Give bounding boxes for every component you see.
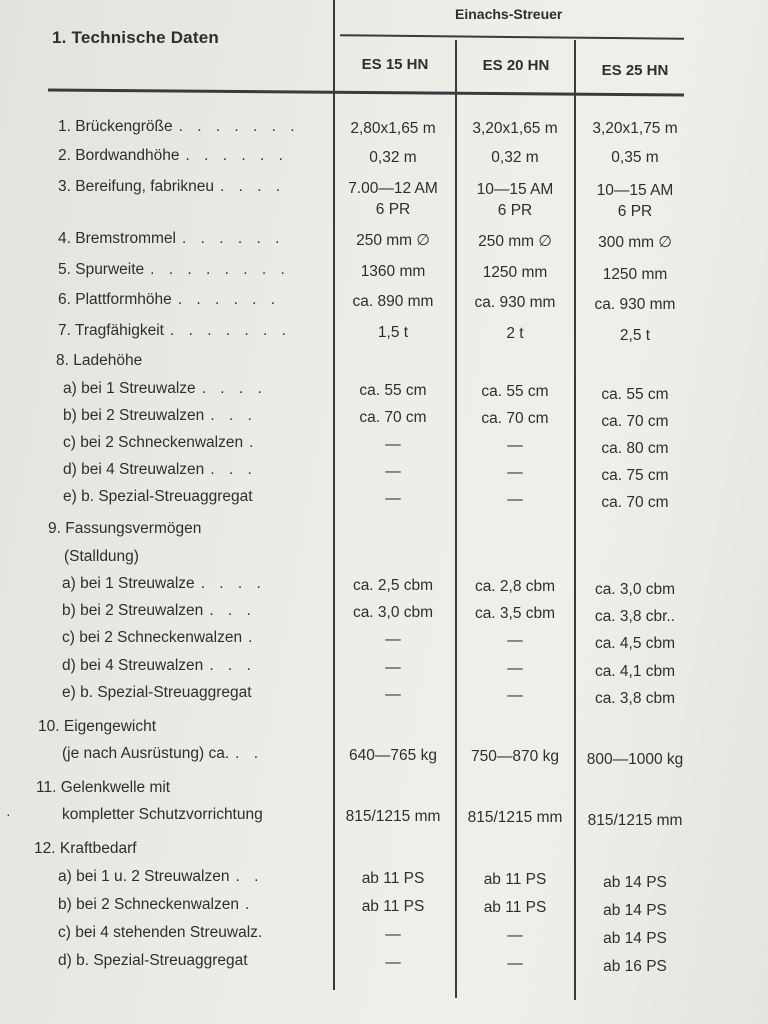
leader-dots: . . — [235, 745, 264, 762]
value-cell — [334, 322, 452, 343]
leader-dots: . . . — [209, 602, 256, 619]
value-text: ab 16 PS — [603, 958, 667, 975]
row-label — [58, 896, 254, 914]
value-text: ca. 930 mm — [474, 294, 556, 311]
row-label-text: 2. Bordwandhöhe — [58, 147, 180, 164]
value-cell — [576, 661, 694, 682]
row-label — [58, 178, 285, 196]
value-text: ca. 70 cm — [481, 410, 549, 427]
leader-dots: . . . . — [201, 380, 267, 397]
value-text: ca. 55 cm — [359, 382, 427, 399]
row-label — [62, 806, 263, 824]
value-text: ab 14 PS — [603, 930, 667, 947]
value-cell — [576, 180, 694, 222]
leader-dots: . . . — [210, 461, 257, 478]
value-text: 1,5 t — [377, 324, 409, 341]
value-cell — [576, 118, 694, 139]
value-cell — [576, 294, 694, 315]
value-cell — [334, 261, 452, 282]
value-text-line2: 6 PR — [617, 203, 653, 220]
value-text: 10—15 AM — [476, 181, 554, 198]
value-cell — [576, 688, 694, 709]
row-label-text: c) bei 4 stehenden Streuwalz. — [58, 924, 263, 941]
value-text: ca. 3,8 cbr.. — [594, 608, 676, 625]
value-text: — — [507, 927, 523, 944]
value-text: 0,32 m — [369, 149, 417, 166]
row-label — [63, 434, 258, 452]
value-cell — [456, 630, 574, 651]
row-label — [58, 291, 280, 309]
value-text: — — [385, 631, 401, 648]
leader-dots: . . . . — [200, 575, 266, 592]
leader-dots: . . . — [209, 657, 256, 674]
value-cell — [334, 629, 452, 650]
value-cell — [334, 602, 452, 623]
value-text: 2,5 t — [619, 327, 651, 344]
value-text: ab 14 PS — [603, 902, 667, 919]
value-cell — [334, 745, 452, 766]
value-cell — [334, 896, 452, 917]
value-text: 3,20x1,75 m — [592, 120, 678, 137]
row-label — [58, 230, 284, 248]
row-label — [62, 745, 263, 763]
value-text: ca. 55 cm — [481, 383, 549, 400]
value-cell — [456, 435, 574, 456]
value-text: ca. 70 cm — [601, 494, 669, 511]
row-label-text: 1. Brückengröße — [58, 118, 173, 135]
value-cell — [334, 291, 452, 312]
row-label — [58, 952, 248, 970]
value-cell — [576, 810, 694, 831]
value-cell — [576, 438, 694, 459]
row-label-text: 6. Plattformhöhe — [58, 291, 172, 308]
value-cell — [456, 925, 574, 946]
value-text: 300 mm ∅ — [598, 234, 672, 251]
row-label-text: c) bei 2 Schneckenwalzen — [62, 629, 243, 646]
value-text: — — [385, 490, 401, 507]
row-label — [62, 657, 256, 675]
value-cell — [576, 579, 694, 600]
row-label-text: e) b. Spezial-Streuaggregat — [63, 488, 253, 505]
leader-dots: . . . . . . — [185, 147, 288, 164]
row-label — [58, 322, 291, 340]
row-label-text: kompletter Schutzvorrichtung — [62, 806, 263, 823]
value-cell — [456, 323, 574, 344]
value-cell — [576, 492, 694, 513]
value-cell — [456, 231, 574, 252]
row-label — [48, 520, 201, 538]
leader-dots: . . . . — [219, 178, 286, 195]
value-cell — [334, 147, 452, 168]
row-label-text: (Stalldung) — [64, 548, 139, 565]
row-label-text: d) b. Spezial-Streuaggregat — [58, 952, 248, 969]
row-label — [62, 602, 256, 620]
value-text: 800—1000 kg — [586, 751, 684, 768]
value-text-line2: 6 PR — [375, 201, 411, 218]
value-cell — [456, 462, 574, 483]
value-cell — [334, 657, 452, 678]
value-text: — — [507, 632, 523, 649]
row-label-text: 10. Eigengewicht — [38, 718, 157, 735]
value-cell — [456, 603, 574, 624]
value-text: — — [385, 436, 401, 453]
value-text: ca. 3,0 cbm — [352, 604, 434, 621]
value-text: 2,80x1,65 m — [350, 120, 436, 137]
leader-dots: . — [248, 629, 258, 646]
value-text: ca. 3,8 cbm — [594, 690, 676, 707]
value-cell — [334, 575, 452, 596]
value-cell — [576, 465, 694, 486]
value-cell — [456, 118, 574, 139]
value-cell — [456, 381, 574, 402]
value-cell — [576, 384, 694, 405]
row-label — [62, 629, 257, 647]
value-text: 7.00—12 AM — [348, 180, 438, 197]
row-label — [58, 147, 288, 165]
value-text: 0,32 m — [491, 149, 539, 166]
value-cell — [456, 897, 574, 918]
value-cell — [334, 461, 452, 482]
model-header-es20: ES 20 HN — [482, 57, 550, 74]
row-label — [58, 118, 300, 136]
margin-mark: · — [6, 806, 11, 822]
value-cell — [576, 872, 694, 893]
model-header-es15: ES 15 HN — [361, 56, 429, 73]
row-label — [36, 779, 170, 797]
value-cell — [576, 749, 694, 770]
value-text: — — [507, 687, 523, 704]
value-cell — [576, 956, 694, 977]
value-text: — — [507, 491, 523, 508]
leader-dots: . . . . . . . — [178, 118, 300, 135]
row-label-text: 12. Kraftbedarf — [34, 840, 137, 857]
leader-dots: . . . — [210, 407, 257, 424]
value-text: ca. 4,1 cbm — [594, 663, 676, 680]
value-text: ab 11 PS — [361, 898, 425, 915]
row-label-text: d) bei 4 Streuwalzen — [62, 657, 204, 674]
value-text: 815/1215 mm — [345, 808, 441, 825]
value-cell — [456, 658, 574, 679]
value-text: ca. 70 cm — [359, 409, 427, 426]
leader-dots: . . . . . . — [177, 291, 281, 308]
leader-dots: . . . . . . . . — [150, 261, 290, 278]
value-text: — — [385, 659, 401, 676]
row-label-text: 4. Bremstrommel — [58, 230, 176, 247]
value-text: ca. 2,5 cbm — [352, 577, 434, 594]
value-text: 750—870 kg — [471, 748, 559, 765]
value-cell — [334, 924, 452, 945]
value-text: — — [507, 437, 523, 454]
value-cell — [334, 178, 452, 220]
value-text: 815/1215 mm — [467, 809, 563, 826]
row-label — [34, 840, 137, 858]
value-text: — — [507, 464, 523, 481]
value-text: — — [385, 926, 401, 943]
row-label-text: d) bei 4 Streuwalzen — [63, 461, 205, 478]
row-label-text: 9. Fassungsvermögen — [48, 520, 202, 537]
row-label — [62, 575, 266, 593]
value-cell — [334, 118, 452, 139]
value-text: 1250 mm — [482, 264, 548, 281]
value-text: 0,35 m — [611, 149, 659, 166]
value-cell — [334, 806, 452, 827]
value-cell — [334, 434, 452, 455]
leader-dots: . — [249, 434, 259, 451]
leader-dots: . . . . . . . — [169, 322, 291, 339]
value-text: ca. 70 cm — [601, 413, 669, 430]
row-label-text: b) bei 2 Schneckenwalzen — [58, 896, 239, 913]
value-cell — [456, 953, 574, 974]
value-text: 2 t — [506, 325, 524, 342]
value-text: ca. 890 mm — [352, 293, 434, 310]
row-label — [62, 684, 252, 702]
value-cell — [576, 633, 694, 654]
row-label — [38, 718, 156, 736]
value-cell — [456, 685, 574, 706]
value-cell — [576, 928, 694, 949]
value-cell — [456, 807, 574, 828]
value-cell — [456, 746, 574, 767]
section-title: 1. Technische Daten — [52, 28, 219, 47]
value-text: ab 11 PS — [483, 899, 547, 916]
row-label-text: e) b. Spezial-Streuaggregat — [62, 684, 252, 701]
value-text: 250 mm ∅ — [356, 232, 430, 249]
value-cell — [456, 292, 574, 313]
value-text: ca. 55 cm — [601, 386, 669, 403]
row-label — [58, 924, 262, 942]
value-text: ca. 3,0 cbm — [594, 581, 676, 598]
value-text: 250 mm ∅ — [478, 233, 552, 250]
value-text: — — [385, 463, 401, 480]
leader-dots: . . — [235, 868, 264, 885]
row-label-text: a) bei 1 Streuwalze — [62, 575, 195, 592]
row-label — [63, 488, 253, 506]
value-cell — [576, 325, 694, 346]
value-cell — [456, 179, 574, 221]
value-text: ca. 930 mm — [594, 296, 676, 313]
row-label — [58, 261, 290, 279]
value-cell — [456, 262, 574, 283]
value-text: ca. 2,8 cbm — [474, 578, 556, 595]
row-label-text: c) bei 2 Schneckenwalzen — [63, 434, 244, 451]
leader-dots: . . . . . . — [182, 230, 285, 247]
value-text: 815/1215 mm — [587, 812, 683, 829]
row-label-text: b) bei 2 Streuwalzen — [62, 602, 204, 619]
value-cell — [334, 407, 452, 428]
row-label-text: a) bei 1 Streuwalze — [63, 380, 196, 397]
value-text: — — [507, 660, 523, 677]
row-label-text: a) bei 1 u. 2 Streuwalzen — [58, 868, 230, 885]
row-label — [63, 380, 267, 398]
row-label — [63, 461, 257, 479]
row-label-text: 5. Spurweite — [58, 261, 145, 278]
value-cell — [576, 264, 694, 285]
value-cell — [334, 380, 452, 401]
value-text: — — [385, 686, 401, 703]
row-label-text: 8. Ladehöhe — [56, 352, 143, 369]
value-cell — [334, 952, 452, 973]
value-text: ab 14 PS — [603, 874, 667, 891]
value-text: — — [385, 954, 401, 971]
value-text: ca. 3,5 cbm — [474, 605, 556, 622]
value-cell — [576, 900, 694, 921]
value-cell — [334, 230, 452, 251]
model-header-es25: ES 25 HN — [601, 62, 669, 79]
value-cell — [456, 147, 574, 168]
value-cell — [334, 488, 452, 509]
value-text: 3,20x1,65 m — [472, 120, 558, 137]
value-cell — [334, 684, 452, 705]
value-text: ca. 80 cm — [601, 440, 669, 457]
value-cell — [334, 868, 452, 889]
value-cell — [576, 411, 694, 432]
value-text: 1250 mm — [602, 266, 668, 283]
row-label-text: 7. Tragfähigkeit — [58, 322, 164, 339]
row-label-text: b) bei 2 Streuwalzen — [63, 407, 205, 424]
value-text: — — [507, 955, 523, 972]
value-cell — [576, 606, 694, 627]
row-label-text: (je nach Ausrüstung) ca. — [62, 745, 230, 762]
value-text: 10—15 AM — [596, 182, 674, 199]
value-cell — [456, 869, 574, 890]
value-text: 640—765 kg — [349, 747, 437, 764]
value-cell — [456, 576, 574, 597]
group-title: Einachs-Streuer — [455, 6, 563, 22]
value-cell — [456, 408, 574, 429]
group-rule — [340, 34, 684, 40]
value-cell — [456, 489, 574, 510]
value-cell — [576, 147, 694, 168]
value-text: ab 11 PS — [483, 871, 547, 888]
value-cell — [576, 232, 694, 253]
row-label — [64, 548, 139, 566]
header-rule — [48, 89, 684, 97]
value-text: 1360 mm — [360, 263, 426, 280]
leader-dots: . — [244, 896, 255, 913]
row-label — [63, 407, 257, 425]
row-label — [56, 352, 142, 370]
row-label-text: 11. Gelenkwelle mit — [36, 779, 171, 796]
value-text-line2: 6 PR — [497, 202, 533, 219]
value-text: ca. 4,5 cbm — [594, 635, 676, 652]
row-label — [58, 868, 263, 886]
row-label-text: 3. Bereifung, fabrikneu — [58, 178, 214, 195]
value-text: ab 11 PS — [361, 870, 425, 887]
value-text: ca. 75 cm — [601, 467, 669, 484]
